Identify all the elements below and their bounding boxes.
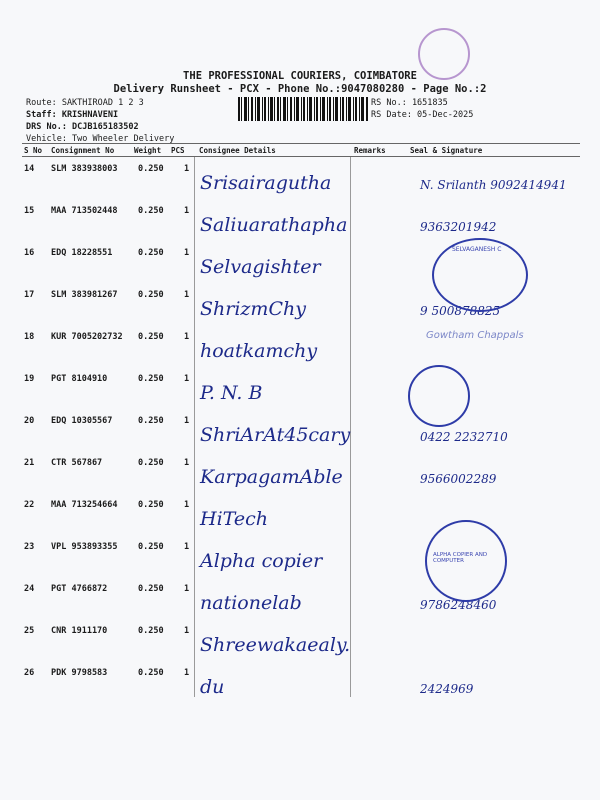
row-weight: 0.250 [138,206,164,216]
drs-number: DRS No.: DCJB165183502 [26,122,139,132]
table-row [0,538,600,580]
row-consignment: PGT 8104910 [51,374,108,384]
col-weight: Weight [134,146,162,155]
row-weight: 0.250 [138,626,164,636]
col-seal: Seal & Signature [410,146,483,155]
row-weight: 0.250 [138,584,164,594]
row-pcs: 1 [184,290,190,300]
row-weight: 0.250 [138,458,164,468]
gowtham-stamp: Gowtham Chappals [426,330,524,341]
row-sno: 25 [24,626,35,636]
row-consignment: SLM 383938003 [51,164,118,174]
row-consignment: PDK 9798583 [51,668,108,678]
consignee-handwriting: hoatkamchy [200,340,318,362]
row-consignment: PGT 4766872 [51,584,108,594]
col-consignment: Consignment No [51,146,115,155]
row-sno: 21 [24,458,35,468]
row-consignment: MAA 713254664 [51,500,118,510]
round-seal-19 [408,365,470,427]
signature-note: 2424969 [420,682,474,696]
rs-number: RS No.: 1651835 [371,98,448,108]
row-weight: 0.250 [138,248,164,258]
row-pcs: 1 [184,626,190,636]
table-row [0,580,600,622]
row-sno: 20 [24,416,35,426]
staff-info: Staff: KRISHNAVENI [26,110,119,120]
row-pcs: 1 [184,374,190,384]
consignee-handwriting: nationelab [200,592,302,614]
row-weight: 0.250 [138,374,164,384]
signature-note: 9363201942 [420,220,497,234]
signature-note: 9566002289 [420,472,497,486]
table-row [0,664,600,706]
row-sno: 24 [24,584,35,594]
table-row [0,496,600,538]
col-remarks: Remarks [354,146,386,155]
consignee-handwriting: Shreewakaealy. [200,634,351,656]
table-row [0,202,600,244]
route-info: Route: SAKTHIROAD 1 2 3 [26,98,144,108]
row-weight: 0.250 [138,332,164,342]
row-consignment: KUR 7005202732 [51,332,123,342]
row-weight: 0.250 [138,542,164,552]
row-weight: 0.250 [138,500,164,510]
consignee-handwriting: HiTech [200,508,268,530]
table-row [0,622,600,664]
consignee-handwriting: Saliuarathapha [200,214,348,236]
selvaganesh-stamp [432,238,528,312]
signature-note: 9 500878825 [420,304,501,318]
consignee-handwriting: Srisairagutha [200,172,332,194]
row-sno: 14 [24,164,35,174]
page-title: THE PROFESSIONAL COURIERS, COIMBATORE [183,70,417,82]
signature-note: 9786248460 [420,598,497,612]
table-row [0,412,600,454]
row-pcs: 1 [184,206,190,216]
consignee-handwriting: P. N. B [200,382,263,404]
table-row [0,160,600,202]
row-weight: 0.250 [138,290,164,300]
row-weight: 0.250 [138,164,164,174]
header-divider-bottom [22,156,580,157]
row-pcs: 1 [184,542,190,552]
row-weight: 0.250 [138,416,164,426]
barcode-image [238,97,368,121]
row-pcs: 1 [184,668,190,678]
vehicle-info: Vehicle: Two Wheeler Delivery [26,134,175,144]
consignee-handwriting: Selvagishter [200,256,321,278]
row-pcs: 1 [184,500,190,510]
row-sno: 19 [24,374,35,384]
row-consignment: MAA 713502448 [51,206,118,216]
signature-note: 0422 2232710 [420,430,508,444]
signature-note: N. Srilanth 9092414941 [420,178,567,192]
row-sno: 22 [24,500,35,510]
row-pcs: 1 [184,248,190,258]
row-consignment: EDQ 10305567 [51,416,113,426]
rs-date: RS Date: 05-Dec-2025 [371,110,474,120]
row-pcs: 1 [184,584,190,594]
col-pcs: PCS [171,146,185,155]
page-subtitle: Delivery Runsheet - PCX - Phone No.:9047080280 - Page No.:2 [113,83,487,95]
table-row [0,454,600,496]
row-sno: 17 [24,290,35,300]
stamp-text-selvaganesh: SELVAGANESH C [452,246,502,253]
row-pcs: 1 [184,416,190,426]
alpha-copier-stamp [425,520,507,602]
row-consignment: VPL 953893355 [51,542,118,552]
row-sno: 26 [24,668,35,678]
row-consignment: EDQ 18228551 [51,248,113,258]
row-weight: 0.250 [138,668,164,678]
row-consignment: CTR 567867 [51,458,103,468]
consignee-handwriting: KarpagamAble [200,466,343,488]
row-pcs: 1 [184,164,190,174]
col-sno: S No [24,146,43,155]
consignee-handwriting: ShrizmChy [200,298,306,320]
col-consignee: Consignee Details [199,146,276,155]
row-pcs: 1 [184,332,190,342]
row-sno: 23 [24,542,35,552]
row-pcs: 1 [184,458,190,468]
table-row [0,370,600,412]
row-sno: 15 [24,206,35,216]
consignee-handwriting: ShriArAt45cary [200,424,351,446]
stamp-text-alpha: ALPHA COPIER AND COMPUTER [433,552,488,564]
header-divider-top [22,143,580,144]
row-consignment: SLM 383981267 [51,290,118,300]
row-sno: 16 [24,248,35,258]
row-consignment: CNR 1911170 [51,626,108,636]
consignee-handwriting: Alpha copier [200,550,323,572]
row-sno: 18 [24,332,35,342]
consignee-handwriting: du [200,676,225,698]
